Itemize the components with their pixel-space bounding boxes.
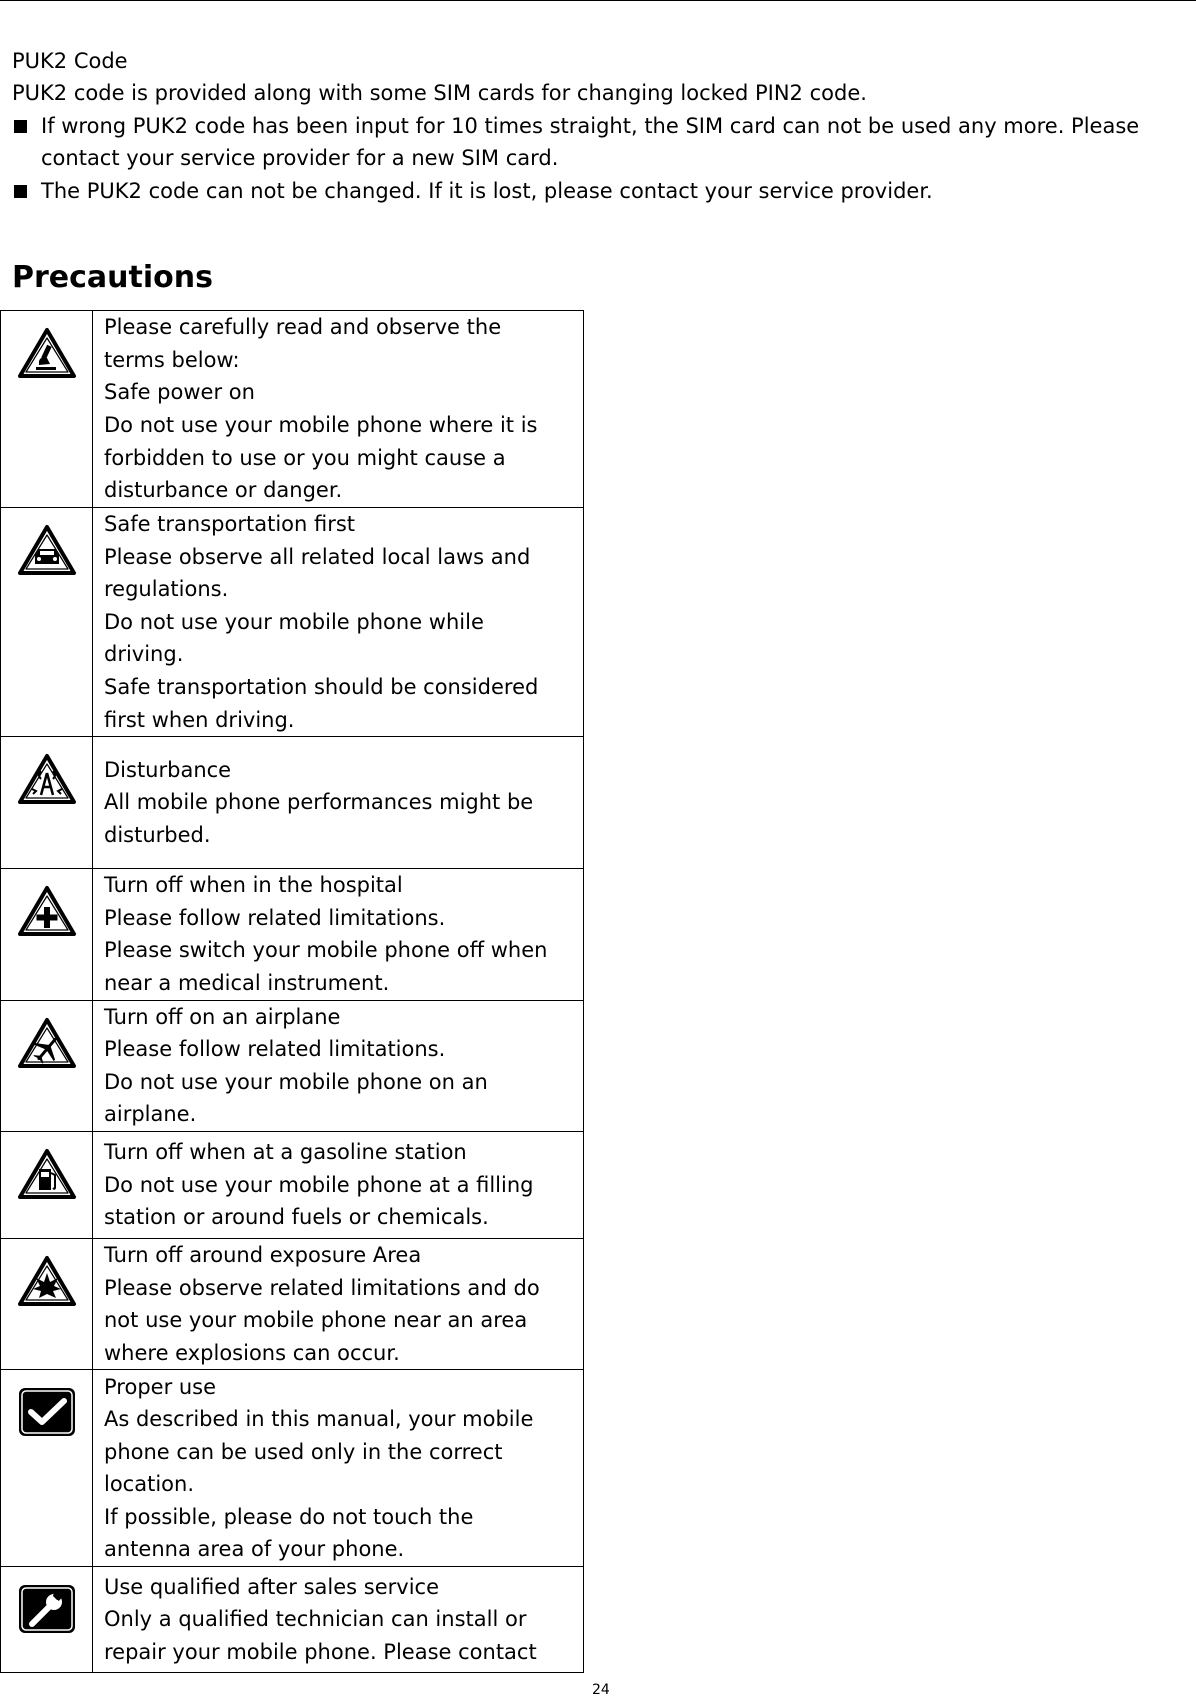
antenna-interference-icon [17,753,77,805]
precaution-line: Safe transportation first [104,512,356,536]
precaution-line: first when driving. [104,707,295,732]
precaution-line: Only a qualified technician can install or [104,1607,527,1632]
checkmark-icon [17,1386,77,1438]
explosion-icon [17,1255,77,1307]
precaution-line: disturbance or danger. [104,478,343,503]
table-row [1,1000,584,1131]
bullet-item-2: The PUK2 code can not be changed. If it is lost, please contact your service provider. [41,179,933,203]
precaution-line: Do not use your mobile phone at a filling [104,1172,534,1197]
precaution-line: Disturbance [104,757,232,782]
bullet-item-1-line-2: contact your service provider for a new SIM card. [41,146,559,170]
precaution-line: Turn off on an airplane [104,1004,341,1029]
precaution-line: repair your mobile phone. Please contact [104,1640,537,1665]
precaution-line: Safe transportation should be considered [104,674,539,699]
table-row [1,869,584,1000]
table-row [1,508,584,737]
car-icon [17,524,77,576]
bullet-marker [14,120,27,133]
table-row [1,1131,584,1238]
precaution-line: If possible, please do not touch the [104,1504,474,1529]
table-row [1,737,584,869]
precaution-line: Safe power on [104,380,255,405]
precaution-line: near a medical instrument. [104,970,390,995]
precaution-line: Please switch your mobile phone off when [104,938,548,963]
wrench-icon [17,1583,77,1635]
precaution-line: location. [104,1472,194,1497]
precautions-table [0,310,584,1673]
table-row [1,311,584,508]
precaution-line: All mobile phone performances might be [104,790,534,815]
precaution-line: where explosions can occur. [104,1340,400,1365]
precaution-line: Turn off around exposure Area [104,1242,422,1267]
top-rule [0,0,1196,1]
precaution-line: Turn off when in the hospital [104,873,403,898]
hand-phone-icon [17,327,77,379]
precaution-line: Proper use [104,1374,217,1399]
table-row [1,1238,584,1369]
precautions-heading: Precautions [12,260,213,295]
precaution-line: forbidden to use or you might cause a [104,445,506,470]
precaution-line: phone can be used only in the correct [104,1439,503,1464]
bullet-item-1-line-1: If wrong PUK2 code has been input for 10 times straight, the SIM card can not be used any more. Please [41,114,1140,138]
precaution-line: Do not use your mobile phone on an [104,1069,488,1094]
precaution-line: Use qualified after sales service [104,1574,439,1599]
precaution-line: airplane. [104,1102,197,1127]
precaution-line: not use your mobile phone near an area [104,1308,528,1333]
precaution-line: Please follow related limitations. [104,1037,446,1062]
precaution-line: Please observe related limitations and do [104,1275,540,1300]
precaution-line: Do not use your mobile phone where it is [104,413,538,437]
intro-paragraph: PUK2 code is provided along with some SIM cards for changing locked PIN2 code. [12,81,867,105]
precaution-line: As described in this manual, your mobile [104,1407,534,1432]
bullet-marker [14,185,27,198]
precaution-line: Please follow related limitations. [104,905,446,930]
precaution-line: Turn off when at a gasoline station [104,1140,467,1165]
precaution-line: driving. [104,642,184,667]
precaution-line: Do not use your mobile phone while [104,609,484,634]
medical-cross-icon [17,885,77,937]
table-row [1,1370,584,1567]
table-row [1,1567,584,1673]
page-number: 24 [592,1682,610,1698]
precaution-line: station or around fuels or chemicals. [104,1205,489,1230]
precaution-line: Please carefully read and observe the [104,315,502,340]
precaution-line: disturbed. [104,822,211,847]
precaution-line: regulations. [104,577,229,602]
precaution-line: antenna area of your phone. [104,1537,405,1562]
precaution-line: Please observe all related local laws and [104,544,531,569]
fuel-pump-icon [17,1148,77,1200]
precaution-line: terms below: [104,347,240,372]
airplane-icon [17,1017,77,1069]
section-title: PUK2 Code [12,49,128,73]
